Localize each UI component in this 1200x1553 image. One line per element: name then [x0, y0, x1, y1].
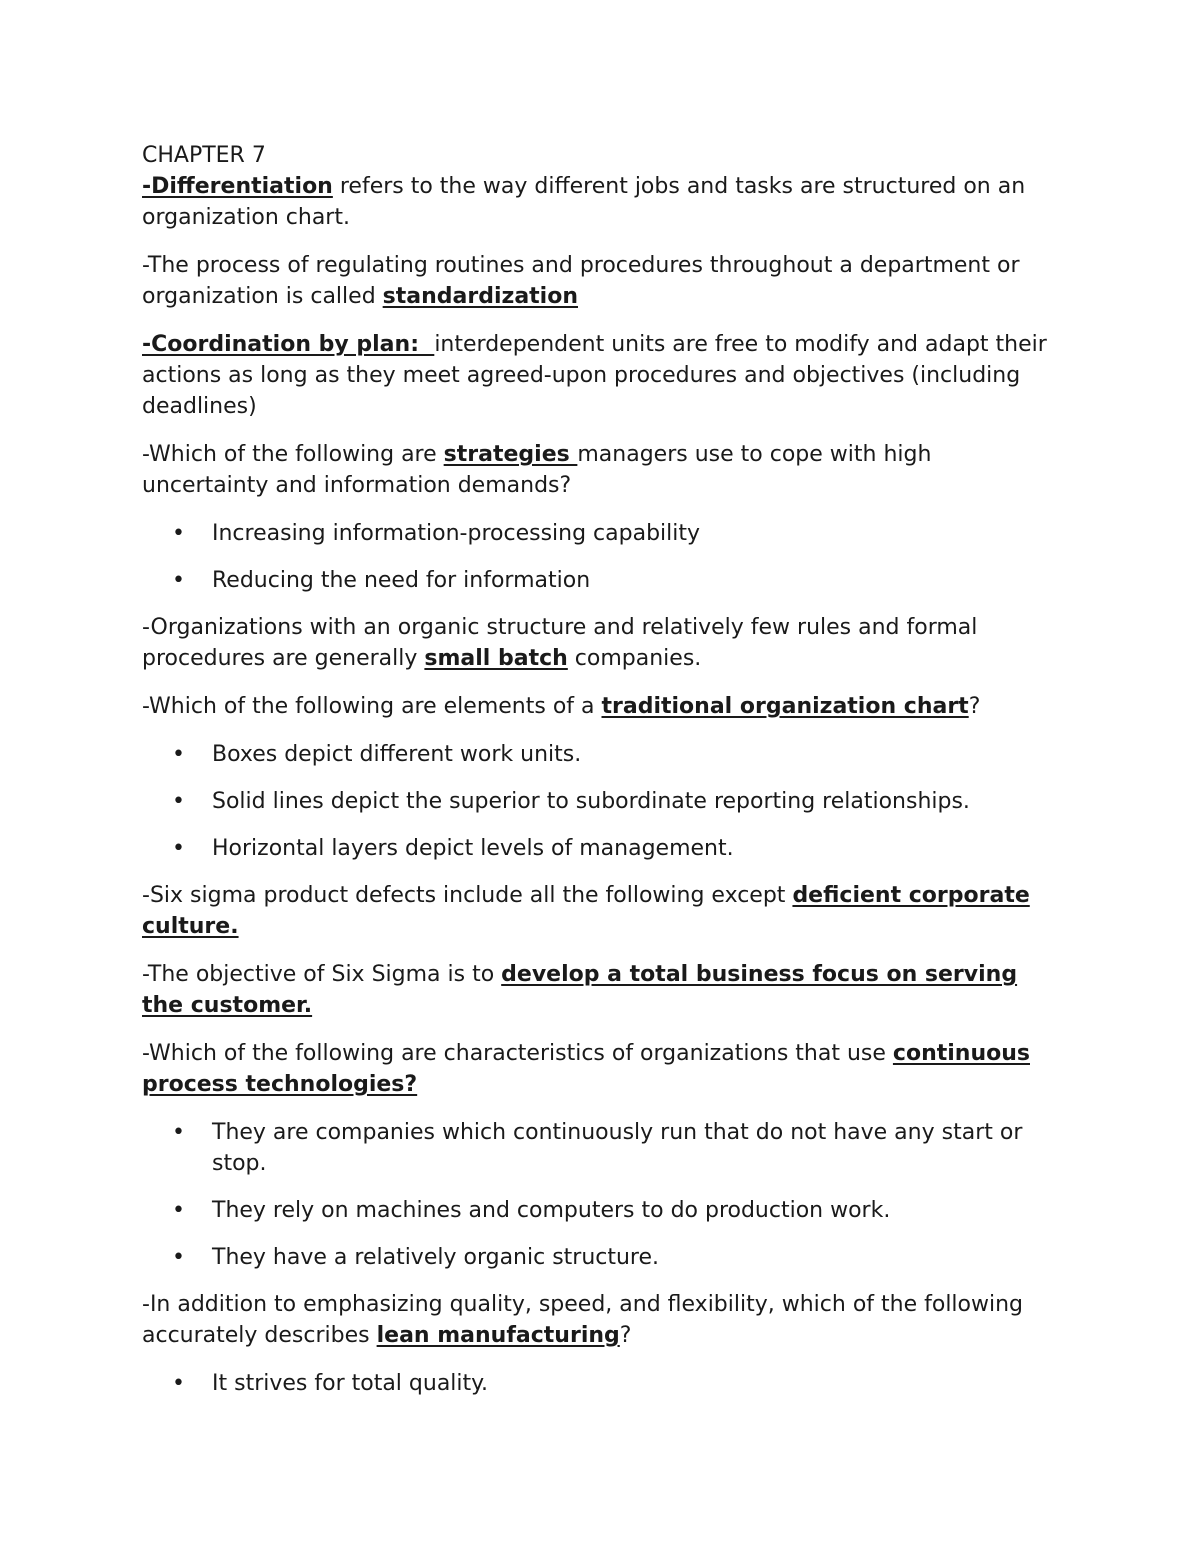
- bullet-icon: •: [172, 1198, 185, 1223]
- list-item: [142, 1195, 1062, 1226]
- bullet-icon: •: [172, 521, 185, 546]
- list-item: [142, 565, 1062, 596]
- paragraph-text: -In addition to emphasizing quality, speed, and flexibility, which of the following accurately describes: [142, 1292, 1024, 1348]
- paragraph-text: -The objective of Six Sigma is to: [142, 962, 502, 987]
- paragraph-strategies: [142, 439, 1062, 501]
- list-item-text: They are companies which continuously run that do not have any start or stop.: [212, 1120, 1023, 1176]
- bullet-icon: •: [172, 1245, 185, 1270]
- paragraph-lean-manufacturing: [142, 1289, 1062, 1351]
- paragraph-text: -Which of the following are: [142, 442, 444, 467]
- list-item-text: Reducing the need for information: [212, 568, 591, 593]
- list-item: [142, 1117, 1062, 1179]
- list-item-text: Horizontal layers depict levels of management.: [212, 836, 734, 861]
- term-small-batch: small batch: [424, 646, 568, 671]
- paragraph-six-sigma-objective: [142, 959, 1062, 1021]
- list-item-text: Boxes depict different work units.: [212, 742, 582, 767]
- list-item: [142, 1242, 1062, 1273]
- paragraph-differentiation: [142, 171, 1062, 233]
- paragraph-text: -Which of the following are characteristics of organizations that use: [142, 1041, 893, 1066]
- paragraph-text: ?: [968, 694, 981, 719]
- paragraph-text: managers use to cope with high uncertainty and information demands?: [142, 442, 932, 498]
- paragraph-text: -Six sigma product defects include all the following except: [142, 883, 793, 908]
- paragraph-text: ?: [619, 1323, 632, 1348]
- bullet-icon: •: [172, 1120, 185, 1145]
- paragraph-six-sigma-defects: [142, 880, 1062, 942]
- term-coordination-by-plan: -Coordination by plan:: [142, 332, 435, 357]
- paragraph-org-chart: [142, 691, 1062, 722]
- bullet-icon: •: [172, 789, 185, 814]
- paragraph-text: companies.: [567, 646, 702, 671]
- list-item-text: They have a relatively organic structure.: [212, 1245, 660, 1270]
- list-lean: [142, 1368, 1062, 1399]
- term-continuous-process: continuous process technologies?: [142, 1041, 1030, 1097]
- paragraph-text: refers to the way different jobs and tasks are structured on an organization chart.: [142, 174, 1026, 230]
- list-item: [142, 1368, 1062, 1399]
- term-standardization: standardization: [382, 284, 578, 309]
- paragraph-text: -Organizations with an organic structure and relatively few rules and formal procedures are generally: [142, 615, 978, 671]
- bullet-icon: •: [172, 742, 185, 767]
- list-item: [142, 786, 1062, 817]
- term-customer-focus: develop a total business focus on serving the customer.: [142, 962, 1018, 1018]
- list-item-text: Solid lines depict the superior to subordinate reporting relationships.: [212, 789, 970, 814]
- document-page: [142, 140, 1062, 1415]
- paragraph-small-batch: [142, 612, 1062, 674]
- paragraph-text: -Which of the following are elements of a: [142, 694, 602, 719]
- paragraph-standardization: [142, 250, 1062, 312]
- list-continuous-process: [142, 1117, 1062, 1273]
- list-org-chart: [142, 739, 1062, 864]
- paragraph-coordination: [142, 329, 1062, 422]
- bullet-icon: •: [172, 568, 185, 593]
- list-item: [142, 739, 1062, 770]
- list-strategies: [142, 518, 1062, 596]
- paragraph-text: interdependent units are free to modify and adapt their actions as long as they meet agreed-upon procedures and objectives (including deadlines): [142, 332, 1047, 419]
- bullet-icon: •: [172, 1371, 185, 1396]
- list-item-text: They rely on machines and computers to do production work.: [212, 1198, 891, 1223]
- list-item: [142, 518, 1062, 549]
- chapter-title: CHAPTER 7: [142, 143, 266, 168]
- list-item-text: Increasing information-processing capability: [212, 521, 701, 546]
- term-traditional-org-chart: traditional organization chart: [601, 694, 969, 719]
- paragraph-text: -The process of regulating routines and procedures throughout a department or organization is called: [142, 253, 1020, 309]
- term-deficient-corporate-culture: deficient corporate culture.: [142, 883, 1030, 939]
- term-differentiation: -Differentiation: [142, 174, 333, 199]
- bullet-icon: •: [172, 836, 185, 861]
- term-strategies: strategies: [443, 442, 578, 467]
- list-item: [142, 833, 1062, 864]
- list-item-text: It strives for total quality.: [212, 1371, 489, 1396]
- paragraph-continuous-process: [142, 1038, 1062, 1100]
- term-lean-manufacturing: lean manufacturing: [376, 1323, 620, 1348]
